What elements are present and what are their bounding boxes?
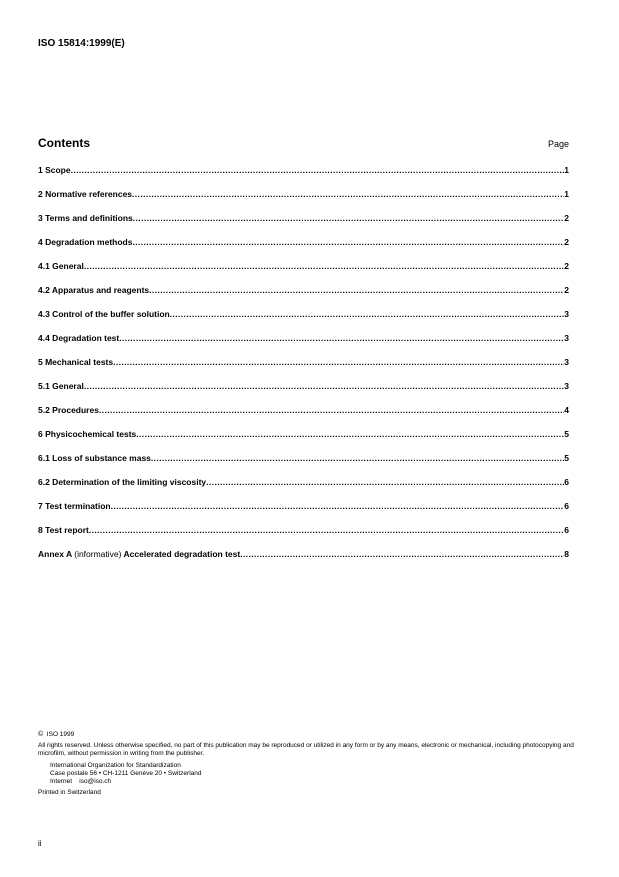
toc-entry-title: 5.2 Procedures xyxy=(38,405,99,415)
toc-dot-leader xyxy=(136,428,564,440)
toc-entry-loss-of-substance-mass[interactable] xyxy=(38,452,569,476)
postal-address: Case postale 56 • CH-1211 Genève 20 • Switzerland xyxy=(50,770,202,777)
toc-dot-leader xyxy=(151,452,564,464)
toc-entry-title xyxy=(38,548,240,560)
toc-entry-title: 4.2 Apparatus and reagents xyxy=(38,285,150,295)
toc-entry-control-of-buffer-solution[interactable] xyxy=(38,308,569,332)
toc-entry-page: 6 xyxy=(564,477,569,487)
toc-entry-title: 2 Normative references xyxy=(38,189,133,199)
toc-entry-apparatus-and-reagents[interactable] xyxy=(38,284,569,308)
toc-entry-degradation-test[interactable] xyxy=(38,332,569,356)
copyright-icon: © xyxy=(38,731,44,738)
toc-entry-page: 5 xyxy=(564,453,569,463)
toc-entry-test-report[interactable] xyxy=(38,524,569,548)
toc-entry-physicochemical-tests[interactable] xyxy=(38,428,569,452)
copyright-block xyxy=(38,731,578,797)
toc-entry-page: 2 xyxy=(564,237,569,247)
page-column-label: Page xyxy=(547,139,569,149)
contents-header xyxy=(38,136,569,152)
annex-title: Accelerated degradation test xyxy=(123,549,241,559)
toc-entry-title: 5 Mechanical tests xyxy=(38,357,114,367)
toc-entry-scope[interactable] xyxy=(38,164,569,188)
toc-entry-annex-a[interactable] xyxy=(38,548,569,572)
annex-label: Annex A xyxy=(38,549,72,559)
toc-dot-leader xyxy=(113,356,564,368)
toc-entry-limiting-viscosity[interactable] xyxy=(38,476,569,500)
toc-entry-title: 4.4 Degradation test xyxy=(38,333,120,343)
toc-dot-leader xyxy=(206,476,564,488)
toc-dot-leader xyxy=(84,380,564,392)
toc-dot-leader xyxy=(133,212,564,224)
toc-entry-page: 3 xyxy=(564,333,569,343)
page-number: ii xyxy=(38,839,42,848)
toc-dot-leader xyxy=(132,236,564,248)
toc-dot-leader xyxy=(240,548,564,560)
toc-entry-page: 6 xyxy=(564,501,569,511)
toc-entry-title: 1 Scope xyxy=(38,165,71,175)
email-link[interactable]: iso@iso.ch xyxy=(79,778,112,785)
toc-entry-title: 6 Physicochemical tests xyxy=(38,429,137,439)
toc-entry-title: 3 Terms and definitions xyxy=(38,213,133,223)
copyright-notice xyxy=(38,731,578,739)
annex-qualifier: (informative) xyxy=(74,549,122,559)
toc-dot-leader xyxy=(119,332,564,344)
toc-entry-page: 2 xyxy=(564,285,569,295)
toc-dot-leader xyxy=(132,188,564,200)
toc-dot-leader xyxy=(99,404,564,416)
toc-entry-title: 7 Test termination xyxy=(38,501,111,511)
toc-entry-title: 6.2 Determination of the limiting viscosity xyxy=(38,477,207,487)
toc-entry-title: 6.1 Loss of substance mass xyxy=(38,453,151,463)
toc-entry-mechanical-tests[interactable] xyxy=(38,356,569,380)
toc-dot-leader xyxy=(111,500,565,512)
toc-entry-procedures[interactable] xyxy=(38,404,569,428)
table-of-contents xyxy=(38,164,569,572)
printed-in: Printed in Switzerland xyxy=(38,789,101,796)
toc-entry-page: 1 xyxy=(564,165,569,175)
internet-label: Internet xyxy=(50,778,73,785)
toc-entry-page: 5 xyxy=(564,429,569,439)
toc-entry-title: 4 Degradation methods xyxy=(38,237,133,247)
toc-entry-title: 5.1 General xyxy=(38,381,84,391)
toc-entry-title: 8 Test report xyxy=(38,525,89,535)
toc-entry-page: 2 xyxy=(564,213,569,223)
toc-entry-general-4-1[interactable] xyxy=(38,260,569,284)
toc-entry-terms-and-definitions[interactable] xyxy=(38,212,569,236)
toc-entry-page: 4 xyxy=(564,405,569,415)
toc-dot-leader xyxy=(84,260,564,272)
contents-title: Contents xyxy=(38,136,90,150)
toc-dot-leader xyxy=(71,164,565,176)
toc-entry-title: 4.1 General xyxy=(38,261,84,271)
toc-entry-page: 8 xyxy=(564,549,569,559)
rights-statement: All rights reserved. Unless otherwise specified, no part of this publication may be reproduced or utilized in any form or by any means, electronic or mechanical, including photocopying and microfilm, without permission in writing from the publisher. xyxy=(38,742,574,757)
internet-line xyxy=(38,778,578,786)
copyright-text: ISO 1999 xyxy=(46,731,75,738)
toc-entry-page: 2 xyxy=(564,261,569,271)
toc-entry-page: 3 xyxy=(564,357,569,367)
toc-entry-page: 3 xyxy=(564,381,569,391)
toc-dot-leader xyxy=(170,308,565,320)
toc-entry-normative-references[interactable] xyxy=(38,188,569,212)
toc-entry-general-5-1[interactable] xyxy=(38,380,569,404)
toc-entry-test-termination[interactable] xyxy=(38,500,569,524)
document-id: ISO 15814:1999(E) xyxy=(38,38,125,49)
toc-entry-page: 3 xyxy=(564,309,569,319)
toc-entry-degradation-methods[interactable] xyxy=(38,236,569,260)
toc-dot-leader xyxy=(149,284,564,296)
toc-entry-page: 1 xyxy=(564,189,569,199)
toc-entry-title: 4.3 Control of the buffer solution xyxy=(38,309,170,319)
toc-entry-page: 6 xyxy=(564,525,569,535)
toc-dot-leader xyxy=(89,524,564,536)
org-name: International Organization for Standardization xyxy=(50,762,181,769)
